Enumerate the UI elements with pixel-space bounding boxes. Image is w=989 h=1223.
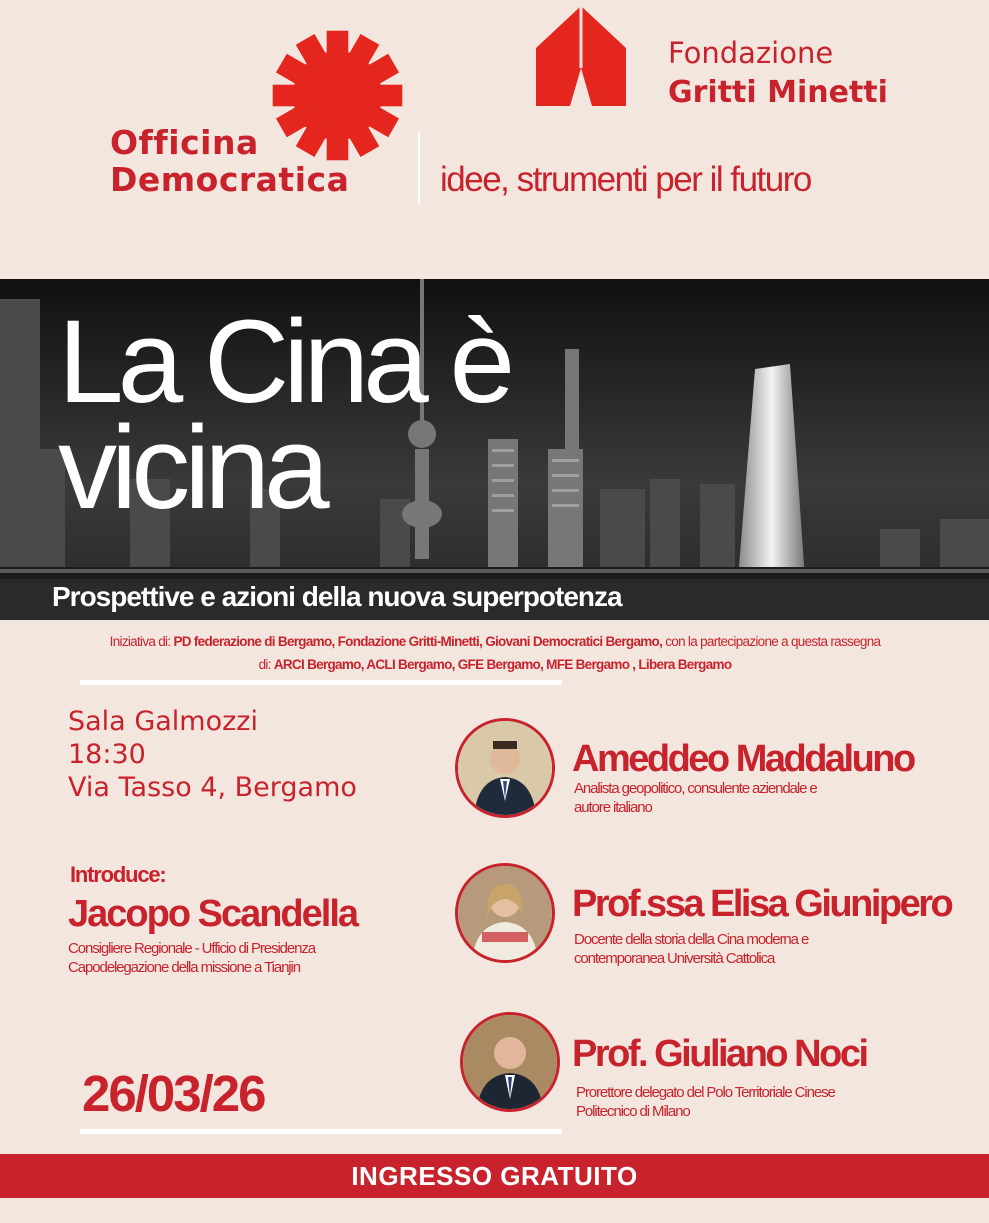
venue-place: Sala Galmozzi — [68, 706, 258, 737]
initiative-prefix: Iniziativa di: — [109, 634, 174, 649]
initiative-line1 — [40, 630, 950, 653]
event-title — [58, 296, 510, 534]
fondazione-logo-icon — [536, 6, 626, 106]
foundation-line2: Gritti Minetti — [668, 75, 888, 110]
speaker-desc-line2: contemporanea Università Cattolica — [574, 950, 775, 967]
tagline: idee, strumenti per il futuro — [440, 160, 811, 199]
org-line1: Officina — [110, 123, 259, 162]
divider-bottom — [80, 1129, 562, 1134]
hero-banner — [0, 279, 989, 620]
initiative-text — [40, 630, 950, 676]
introducer-role-line1: Consigliere Regionale - Ufficio di Presidenza — [68, 940, 316, 957]
header-divider — [418, 132, 420, 204]
speaker-photo-avatar — [460, 1012, 560, 1112]
speaker-name: Ameddeo Maddaluno — [572, 738, 914, 780]
speaker-name: Prof. Giuliano Noci — [572, 1033, 867, 1075]
organizers: PD federazione di Bergamo, Fondazione Gritti-Minetti, Giovani Democratici Bergamo, — [173, 634, 663, 649]
speaker-photo-avatar — [455, 863, 555, 963]
free-entry-banner: INGRESSO GRATUITO — [0, 1154, 989, 1198]
initiative-middle: con la partecipazione a questa rassegna — [662, 634, 881, 649]
venue-address: Via Tasso 4, Bergamo — [68, 772, 357, 803]
org-line2: Democratica — [110, 160, 350, 199]
speaker-name: Prof.ssa Elisa Giunipero — [572, 883, 952, 925]
introducer-name: Jacopo Scandella — [68, 893, 358, 935]
speaker-desc-line2: Politecnico di Milano — [576, 1103, 690, 1120]
title-line1: La Cina è — [58, 296, 510, 428]
divider-top — [80, 680, 562, 685]
foundation-line1: Fondazione — [668, 36, 834, 70]
introducer-role-line2: Capodelegazione della missione a Tianjin — [68, 959, 301, 976]
venue-time: 18:30 — [68, 739, 146, 770]
officina-democratica-logotype — [110, 124, 349, 198]
speaker-desc-line1: Analista geopolitico, consulente aziendale e — [574, 780, 817, 797]
speaker-desc-line2: autore italiano — [574, 799, 652, 816]
speaker-desc-line1: Docente della storia della Cina moderna e — [574, 931, 809, 948]
title-line2: vicina — [58, 402, 324, 534]
event-date: 26/03/26 — [82, 1065, 265, 1122]
introduce-label: Introduce: — [70, 862, 166, 887]
partners-prefix: di: — [258, 657, 274, 672]
speaker-photo-avatar — [455, 718, 555, 818]
initiative-line2 — [40, 653, 950, 676]
speaker-desc-line1: Prorettore delegato del Polo Territoriale Cinese — [576, 1084, 835, 1101]
partners: ARCI Bergamo, ACLI Bergamo, GFE Bergamo, MFE Bergamo , Libera Bergamo — [273, 657, 732, 672]
event-subtitle: Prospettive e azioni della nuova superpotenza — [52, 581, 622, 612]
